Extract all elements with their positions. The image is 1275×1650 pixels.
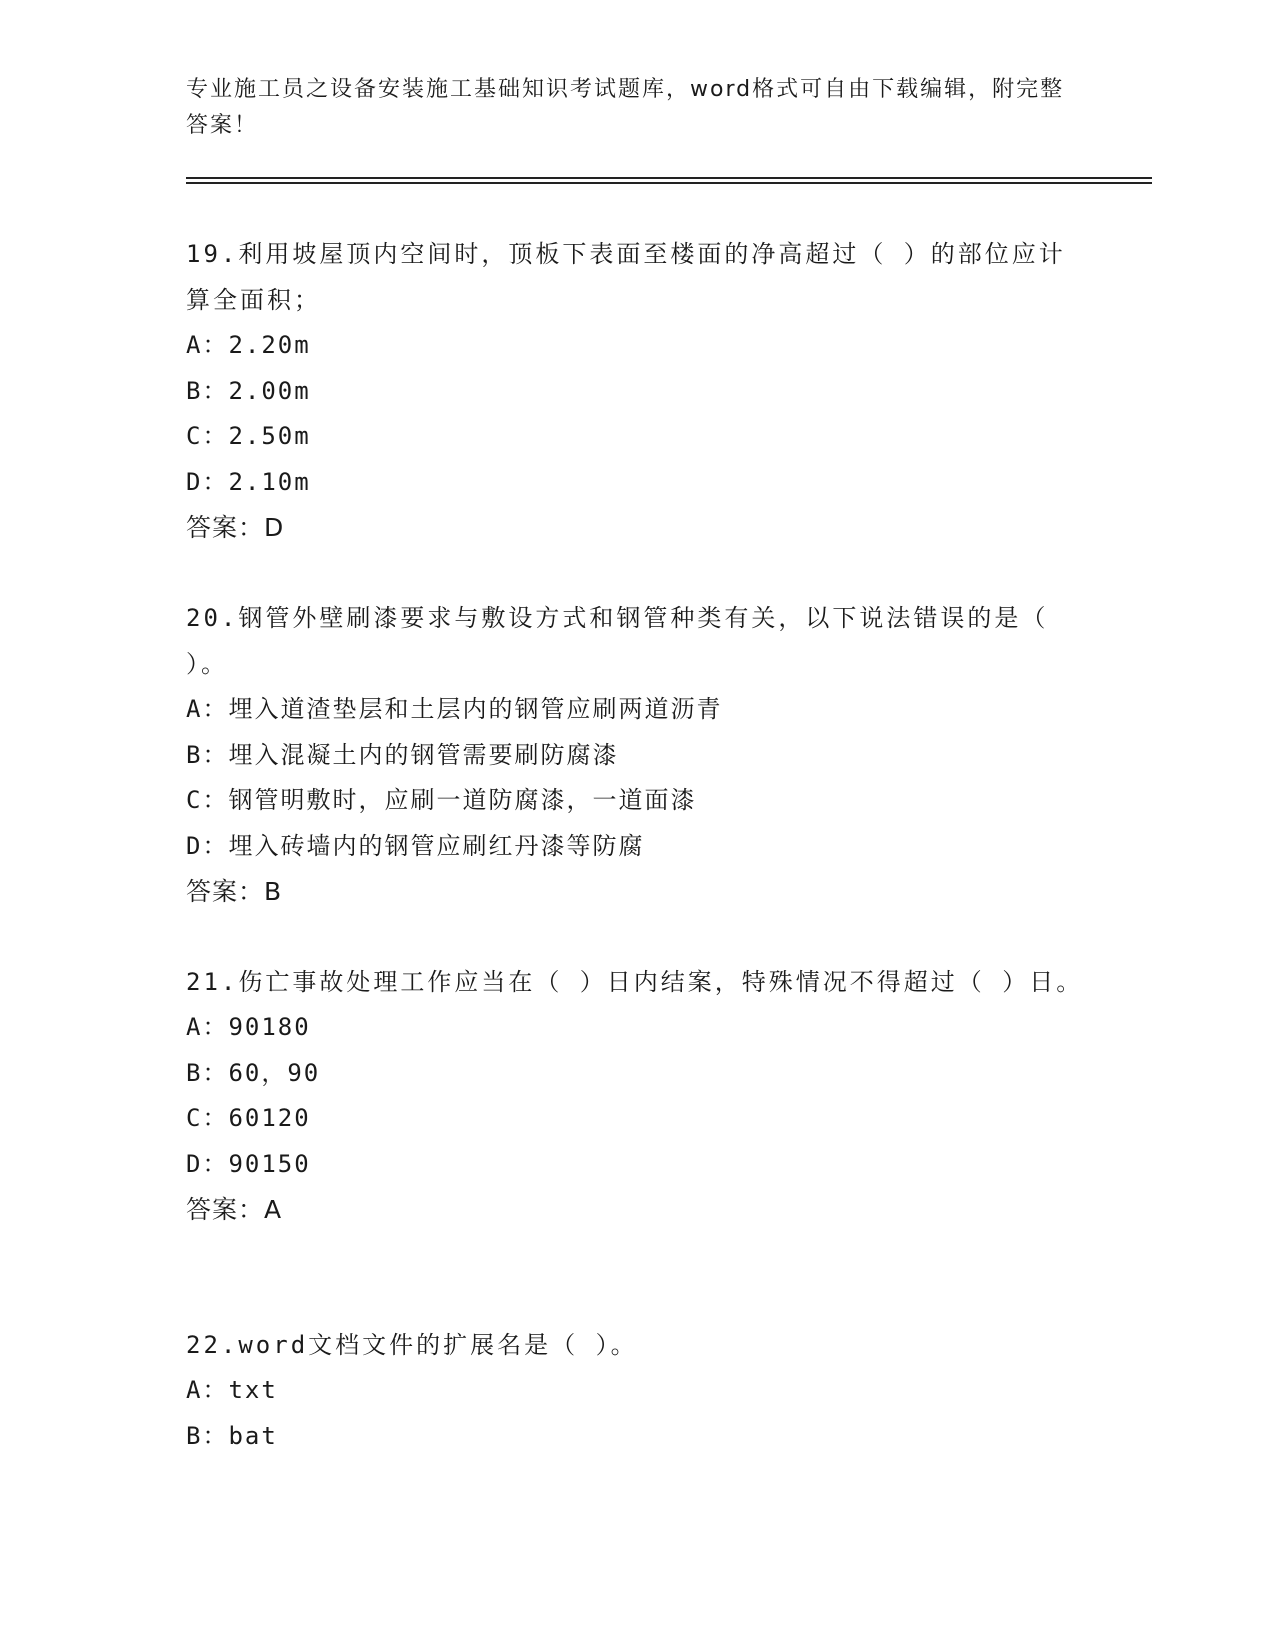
question-text: 20.钢管外壁刷漆要求与敷设方式和钢管种类有关，以下说法错误的是（ ）。 [186, 604, 1049, 678]
option-c: C：钢管明敷时，应刷一道防腐漆，一道面漆 [186, 786, 697, 814]
option-b: B：2.00m [186, 376, 311, 405]
question-22 [186, 1322, 1086, 1459]
header-divider-top [186, 177, 1152, 179]
option-a: A：埋入道渣垫层和土层内的钢管应刷两道沥青 [186, 695, 723, 723]
option-b: B：60，90 [186, 1058, 321, 1087]
option-a: A：90180 [186, 1013, 311, 1041]
option-d: D：埋入砖墙内的钢管应刷红丹漆等防腐 [186, 831, 645, 860]
option-c: C：2.50m [186, 422, 311, 450]
option-b: B：埋入混凝土内的钢管需要刷防腐漆 [186, 740, 619, 769]
question-text: 22.word文档文件的扩展名是（ ）。 [186, 1331, 638, 1359]
option-c: C：60120 [186, 1104, 311, 1132]
question-text: 21.伤亡事故处理工作应当在（ ）日内结案，特殊情况不得超过（ ）日。 [186, 968, 1084, 996]
answer: 答案：A [186, 1195, 283, 1224]
question-19 [186, 231, 1086, 550]
option-d: D：2.10m [186, 467, 311, 496]
question-20 [186, 595, 1086, 914]
option-a: A：2.20m [186, 331, 311, 359]
document-header: 专业施工员之设备安装施工基础知识考试题库，word格式可自由下载编辑，附完整答案！ [186, 77, 1065, 138]
answer: 答案：B [186, 877, 283, 906]
question-text: 19.利用坡屋顶内空间时，顶板下表面至楼面的净高超过（ ）的部位应计算全面积； [186, 240, 1066, 314]
header-divider-bottom [186, 182, 1152, 184]
question-21 [186, 959, 1086, 1232]
option-b: B：bat [186, 1421, 278, 1450]
option-d: D：90150 [186, 1149, 311, 1178]
option-a: A：txt [186, 1376, 278, 1404]
answer: 答案：D [186, 513, 285, 542]
